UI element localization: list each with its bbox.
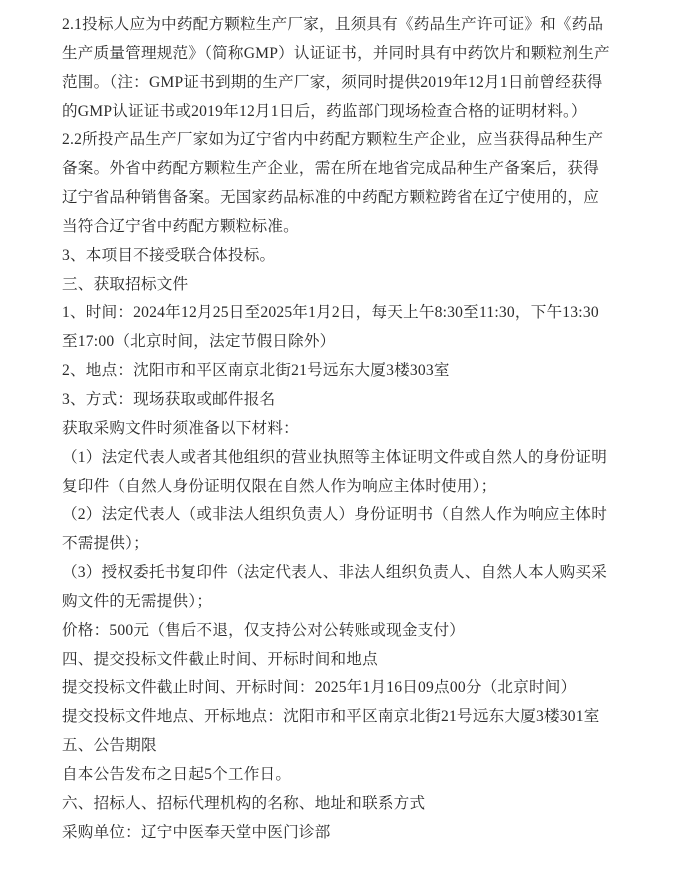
text-line: （2）法定代表人（或非法人组织负责人）身份证明书（自然人作为响应主体时 bbox=[62, 506, 607, 524]
text-line: 四、提交投标文件截止时间、开标时间和地点 bbox=[62, 650, 378, 668]
text-line: 提交投标文件截止时间、开标时间：2025年1月16日09点00分（北京时间） bbox=[62, 679, 577, 697]
text-line: 当符合辽宁省中药配方颗粒标准。 bbox=[62, 217, 299, 235]
clause-2-2-manufacturer-filing bbox=[62, 126, 610, 241]
item-2-location bbox=[62, 357, 610, 386]
text-line: 至17:00（北京时间，法定节假日除外） bbox=[62, 333, 336, 351]
text-line: 2.1投标人应为中药配方颗粒生产厂家，且须具有《药品生产许可证》和《药品 bbox=[62, 16, 604, 33]
clause-2-1-bidder-qualification bbox=[62, 11, 610, 126]
material-3-power-of-attorney bbox=[62, 559, 610, 617]
text-line: 不需提供）； bbox=[62, 535, 149, 553]
text-line: 3、本项目不接受联合体投标。 bbox=[62, 246, 276, 264]
clause-3-no-consortium bbox=[62, 242, 610, 271]
text-line: 采购单位：辽宁中医奉天堂中医门诊部 bbox=[62, 823, 331, 841]
text-line: 生产质量管理规范》（简称GMP）认证证书，并同时具有中药饮片和颗粒剂生产 bbox=[62, 44, 610, 62]
deadline-time-line bbox=[62, 674, 610, 703]
text-line: 购文件的无需提供）； bbox=[62, 592, 213, 610]
item-3-method bbox=[62, 386, 610, 415]
text-line: 价格：500元（售后不退，仅支持公对公转账或现金支付） bbox=[62, 621, 466, 639]
materials-intro bbox=[62, 415, 610, 444]
announcement-period-line bbox=[62, 761, 610, 790]
text-line: 2.2所投产品生产厂家如为辽宁省内中药配方颗粒生产企业，应当获得品种生产 bbox=[62, 131, 604, 149]
submission-location-line bbox=[62, 703, 610, 732]
section-4-heading-deadline-opening bbox=[62, 646, 610, 675]
price-line bbox=[62, 617, 610, 646]
text-line: 的GMP认证证书或2019年12月1日后，药监部门现场检查合格的证明材料。） bbox=[62, 102, 587, 120]
text-line: 范围。（注：GMP证书到期的生产厂家，须同时提供2019年12月1日前曾经获得 bbox=[62, 73, 603, 91]
text-line: （3）授权委托书复印件（法定代表人、非法人组织负责人、自然人本人购买采 bbox=[62, 564, 607, 582]
purchaser-line bbox=[62, 819, 610, 848]
text-line: 提交投标文件地点、开标地点：沈阳市和平区南京北街21号远东大厦3楼301室 bbox=[62, 708, 600, 726]
text-line: 2、地点：沈阳市和平区南京北街21号远东大厦3楼303室 bbox=[62, 362, 450, 380]
text-line: 六、招标人、招标代理机构的名称、地址和联系方式 bbox=[62, 794, 426, 812]
section-6-heading-contact-info bbox=[62, 790, 610, 819]
text-line: 备案。外省中药配方颗粒生产企业，需在所在地省完成品种生产备案后，获得 bbox=[62, 160, 599, 178]
text-line: 自本公告发布之日起5个工作日。 bbox=[62, 765, 292, 783]
material-1-business-license bbox=[62, 444, 610, 502]
text-line: 1、时间：2024年12月25日至2025年1月2日，每天上午8:30至11:30，下午13:30 bbox=[62, 304, 599, 322]
material-2-identity-certificate bbox=[62, 501, 610, 559]
section-3-heading-obtain-documents bbox=[62, 271, 610, 300]
text-line: 复印件（自然人身份证明仅限在自然人作为响应主体时使用）； bbox=[62, 477, 497, 495]
document-body bbox=[62, 11, 610, 847]
text-line: 辽宁省品种销售备案。无国家药品标准的中药配方颗粒跨省在辽宁使用的，应 bbox=[62, 189, 599, 207]
text-line: 获取采购文件时须准备以下材料： bbox=[62, 419, 299, 437]
section-5-heading-announcement-period bbox=[62, 732, 610, 761]
text-line: 三、获取招标文件 bbox=[62, 275, 189, 293]
text-line: 3、方式：现场获取或邮件报名 bbox=[62, 390, 276, 408]
text-line: 五、公告期限 bbox=[62, 737, 157, 755]
item-1-time bbox=[62, 299, 610, 357]
text-line: （1）法定代表人或者其他组织的营业执照等主体证明文件或自然人的身份证明 bbox=[62, 448, 607, 466]
